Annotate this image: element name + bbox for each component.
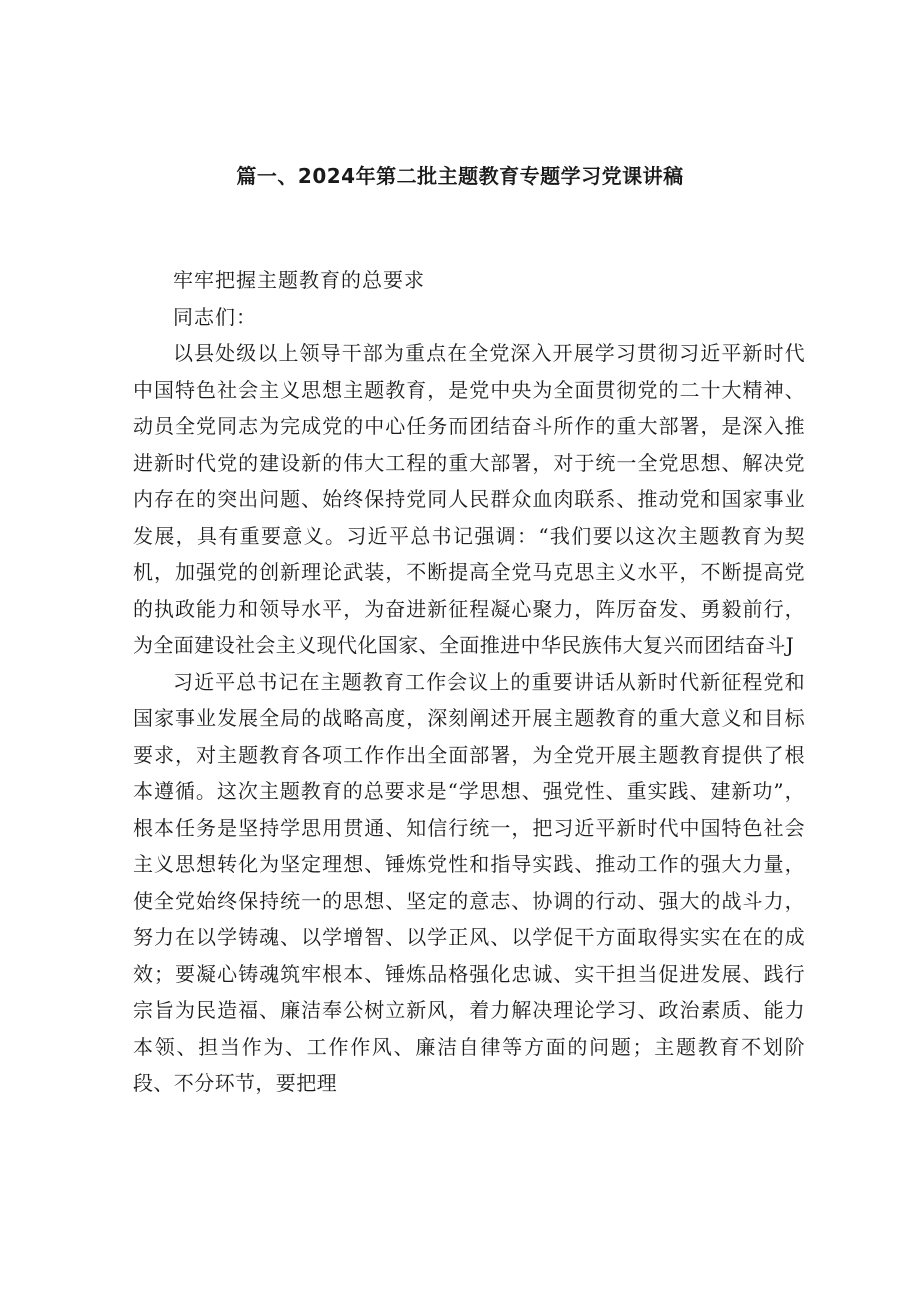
document-body <box>133 262 805 1102</box>
subheading: 牢牢把握主题教育的总要求 <box>173 268 425 292</box>
paragraph-2: 习近平总书记在主题教育工作会议上的重要讲话从新时代新征程党和国家事业发展全局的战略高度，深刻阐述开展主题教育的重大意义和目标要求，对主题教育各项工作作出全面部署，为全党开展主题教育提供了根本遵循。这次主题教育的总要求是“学思想、强党性、重实践、建新功”，根本任务是坚持学思用贯通、知信行统一，把习近平新时代中国特色社会主义思想转化为坚定理想、锤炼党性和指导实践、推动工作的强大力量，使全党始终保持统一的思想、坚定的意志、协调的行动、强大的战斗力，努力在以学铸魂、以学增智、以学正风、以学促干方面取得实实在在的成效；要凝心铸魂筑牢根本、锤炼品格强化忠诚、实干担当促进发展、践行宗旨为民造福、廉洁奉公树立新风，着力解决理论学习、政治素质、能力本领、担当作为、工作作风、廉洁自律等方面的问题；主题教育不划阶段、不分环节，要把理 <box>133 669 805 1095</box>
paragraph-1: 以县处级以上领导干部为重点在全党深入开展学习贯彻习近平新时代中国特色社会主义思想主题教育，是党中央为全面贯彻党的二十大精神、动员全党同志为完成党的中心任务而团结奋斗所作的重大部署，是深入推进新时代党的建设新的伟大工程的重大部署，对于统一全党思想、解决党内存在的突出问题、始终保持党同人民群众血肉联系、推动党和国家事业发展，具有重要意义。习近平总书记强调：“我们要以这次主题教育为契机，加强党的创新理论武装，不断提高全党马克思主义水平，不断提高党的执政能力和领导水平，为奋进新征程凝心聚力，阵厉奋发、勇毅前行，为全面建设社会主义现代化国家、全面推进中华民族伟大复兴而团结奋斗J <box>133 341 805 657</box>
document-title: 篇一、2024年第二批主题教育专题学习党课讲稿 <box>236 164 684 188</box>
salutation: 同志们： <box>173 304 257 329</box>
